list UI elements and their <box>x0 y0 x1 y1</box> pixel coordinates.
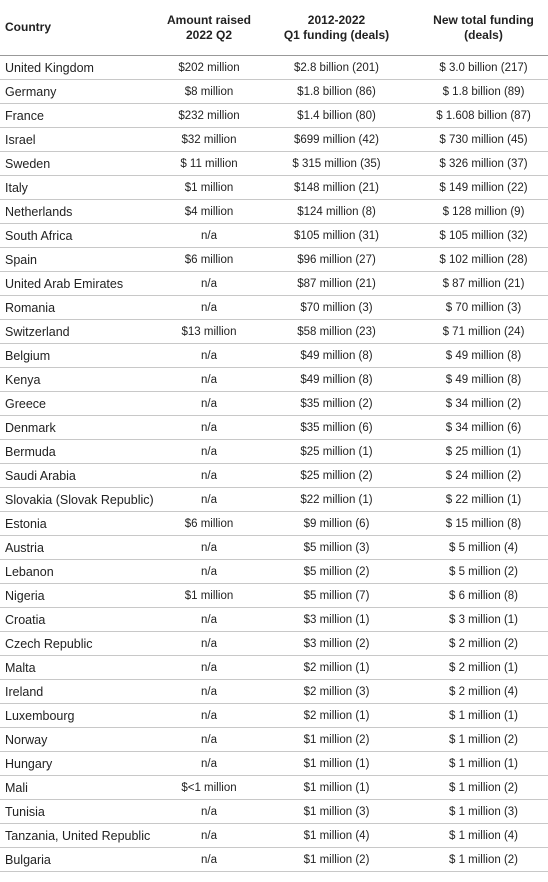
new-total-funding-cell: $ 128 million (9) <box>419 200 548 224</box>
country-cell: Israel <box>0 128 164 152</box>
table-row <box>0 320 548 344</box>
table-row <box>0 344 548 368</box>
historical-funding-cell: $1 million (4) <box>254 824 419 848</box>
historical-funding-cell: $49 million (8) <box>254 344 419 368</box>
table-row <box>0 224 548 248</box>
header-amount-raised-line2: 2022 Q2 <box>185 27 233 42</box>
new-total-funding-cell: $ 102 million (28) <box>419 248 548 272</box>
country-cell: Denmark <box>0 416 164 440</box>
historical-funding-cell: $1 million (3) <box>254 800 419 824</box>
amount-raised-cell: n/a <box>164 632 254 656</box>
historical-funding-cell: $35 million (2) <box>254 392 419 416</box>
amount-raised-cell: $1 million <box>164 584 254 608</box>
table-row <box>0 464 548 488</box>
amount-raised-cell: n/a <box>164 440 254 464</box>
amount-raised-cell: n/a <box>164 800 254 824</box>
amount-raised-cell: $202 million <box>164 56 254 80</box>
header-new-total-funding-line2: (deals) <box>464 27 503 42</box>
table-header <box>0 0 548 56</box>
country-cell: Germany <box>0 80 164 104</box>
historical-funding-cell: $3 million (2) <box>254 632 419 656</box>
country-cell: Switzerland <box>0 320 164 344</box>
new-total-funding-cell: $ 1 million (2) <box>419 776 548 800</box>
country-cell: Belgium <box>0 344 164 368</box>
amount-raised-cell: $13 million <box>164 320 254 344</box>
country-cell: Romania <box>0 296 164 320</box>
table-row <box>0 632 548 656</box>
header-amount-raised-line1: Amount raised <box>166 12 251 27</box>
historical-funding-cell: $5 million (7) <box>254 584 419 608</box>
amount-raised-cell: $6 million <box>164 512 254 536</box>
historical-funding-cell: $5 million (3) <box>254 536 419 560</box>
historical-funding-cell: $1 million (1) <box>254 752 419 776</box>
table-row <box>0 128 548 152</box>
new-total-funding-cell: $ 3.0 billion (217) <box>419 56 548 80</box>
country-cell: United Kingdom <box>0 56 164 80</box>
historical-funding-cell: $1.8 billion (86) <box>254 80 419 104</box>
amount-raised-cell: $<1 million <box>164 776 254 800</box>
table-row <box>0 416 548 440</box>
amount-raised-cell: n/a <box>164 536 254 560</box>
new-total-funding-cell: $ 5 million (2) <box>419 560 548 584</box>
table-row <box>0 560 548 584</box>
table-row <box>0 584 548 608</box>
country-cell: United Arab Emirates <box>0 272 164 296</box>
country-cell: Nigeria <box>0 584 164 608</box>
new-total-funding-cell: $ 326 million (37) <box>419 152 548 176</box>
country-cell: Austria <box>0 536 164 560</box>
country-cell: Slovakia (Slovak Republic) <box>0 488 164 512</box>
amount-raised-cell: $1 million <box>164 176 254 200</box>
country-cell: Greece <box>0 392 164 416</box>
new-total-funding-cell: $ 1 million (2) <box>419 728 548 752</box>
country-cell: Saudi Arabia <box>0 464 164 488</box>
new-total-funding-cell: $ 15 million (8) <box>419 512 548 536</box>
country-cell: Netherlands <box>0 200 164 224</box>
amount-raised-cell: n/a <box>164 560 254 584</box>
table-row <box>0 728 548 752</box>
historical-funding-cell: $25 million (2) <box>254 464 419 488</box>
amount-raised-cell: n/a <box>164 296 254 320</box>
amount-raised-cell: n/a <box>164 608 254 632</box>
new-total-funding-cell: $ 1 million (1) <box>419 704 548 728</box>
new-total-funding-cell: $ 71 million (24) <box>419 320 548 344</box>
historical-funding-cell: $35 million (6) <box>254 416 419 440</box>
historical-funding-cell: $2 million (1) <box>254 656 419 680</box>
table-row <box>0 296 548 320</box>
new-total-funding-cell: $ 2 million (4) <box>419 680 548 704</box>
new-total-funding-cell: $ 22 million (1) <box>419 488 548 512</box>
new-total-funding-cell: $ 87 million (21) <box>419 272 548 296</box>
country-cell: South Africa <box>0 224 164 248</box>
header-row <box>0 0 548 56</box>
new-total-funding-cell: $ 3 million (1) <box>419 608 548 632</box>
table-row <box>0 800 548 824</box>
amount-raised-cell: n/a <box>164 416 254 440</box>
amount-raised-cell: $32 million <box>164 128 254 152</box>
table-row <box>0 680 548 704</box>
historical-funding-cell: $1 million (1) <box>254 776 419 800</box>
amount-raised-cell: n/a <box>164 752 254 776</box>
historical-funding-cell: $2 million (3) <box>254 680 419 704</box>
table-row <box>0 56 548 80</box>
table-row <box>0 776 548 800</box>
new-total-funding-cell: $ 25 million (1) <box>419 440 548 464</box>
country-cell: Lebanon <box>0 560 164 584</box>
amount-raised-cell: $232 million <box>164 104 254 128</box>
new-total-funding-cell: $ 34 million (6) <box>419 416 548 440</box>
historical-funding-cell: $2 million (1) <box>254 704 419 728</box>
historical-funding-cell: $ 315 million (35) <box>254 152 419 176</box>
new-total-funding-cell: $ 24 million (2) <box>419 464 548 488</box>
new-total-funding-cell: $ 149 million (22) <box>419 176 548 200</box>
historical-funding-cell: $1 million (2) <box>254 848 419 872</box>
country-cell: Bulgaria <box>0 848 164 872</box>
historical-funding-cell: $2.8 billion (201) <box>254 56 419 80</box>
new-total-funding-cell: $ 49 million (8) <box>419 368 548 392</box>
table-row <box>0 608 548 632</box>
table-row <box>0 152 548 176</box>
new-total-funding-cell: $ 1 million (4) <box>419 824 548 848</box>
table-row <box>0 752 548 776</box>
new-total-funding-cell: $ 1.8 billion (89) <box>419 80 548 104</box>
country-cell: Malta <box>0 656 164 680</box>
new-total-funding-cell: $ 1 million (3) <box>419 800 548 824</box>
country-cell: Kenya <box>0 368 164 392</box>
country-cell: Bermuda <box>0 440 164 464</box>
new-total-funding-cell: $ 2 million (1) <box>419 656 548 680</box>
new-total-funding-cell: $ 1.608 billion (87) <box>419 104 548 128</box>
header-historical-funding-line2: Q1 funding (deals) <box>283 27 390 42</box>
header-country: Country <box>0 0 164 56</box>
new-total-funding-cell: $ 730 million (45) <box>419 128 548 152</box>
historical-funding-cell: $96 million (27) <box>254 248 419 272</box>
country-cell: Ireland <box>0 680 164 704</box>
historical-funding-cell: $87 million (21) <box>254 272 419 296</box>
new-total-funding-cell: $ 49 million (8) <box>419 344 548 368</box>
table-row <box>0 440 548 464</box>
table-row <box>0 104 548 128</box>
amount-raised-cell: n/a <box>164 704 254 728</box>
country-cell: Croatia <box>0 608 164 632</box>
country-cell: Czech Republic <box>0 632 164 656</box>
table-row <box>0 248 548 272</box>
header-new-total-funding-line1: New total funding <box>433 12 534 27</box>
amount-raised-cell: $6 million <box>164 248 254 272</box>
country-cell: Spain <box>0 248 164 272</box>
table-row <box>0 176 548 200</box>
amount-raised-cell: n/a <box>164 728 254 752</box>
country-cell: Mali <box>0 776 164 800</box>
historical-funding-cell: $1.4 billion (80) <box>254 104 419 128</box>
header-amount-raised <box>164 0 254 56</box>
historical-funding-cell: $70 million (3) <box>254 296 419 320</box>
amount-raised-cell: $ 11 million <box>164 152 254 176</box>
header-historical-funding-line1: 2012-2022 <box>307 12 366 27</box>
historical-funding-cell: $699 million (42) <box>254 128 419 152</box>
new-total-funding-cell: $ 105 million (32) <box>419 224 548 248</box>
table-row <box>0 536 548 560</box>
historical-funding-cell: $124 million (8) <box>254 200 419 224</box>
country-cell: France <box>0 104 164 128</box>
country-cell: Tanzania, United Republic <box>0 824 164 848</box>
country-cell: Estonia <box>0 512 164 536</box>
new-total-funding-cell: $ 1 million (2) <box>419 848 548 872</box>
table-row <box>0 704 548 728</box>
table-row <box>0 512 548 536</box>
header-historical-funding <box>254 0 419 56</box>
table-body <box>0 56 548 872</box>
amount-raised-cell: n/a <box>164 392 254 416</box>
country-cell: Italy <box>0 176 164 200</box>
historical-funding-cell: $9 million (6) <box>254 512 419 536</box>
amount-raised-cell: n/a <box>164 488 254 512</box>
amount-raised-cell: n/a <box>164 464 254 488</box>
table-row <box>0 488 548 512</box>
amount-raised-cell: n/a <box>164 344 254 368</box>
table-row <box>0 368 548 392</box>
country-cell: Hungary <box>0 752 164 776</box>
table-row <box>0 272 548 296</box>
new-total-funding-cell: $ 2 million (2) <box>419 632 548 656</box>
historical-funding-cell: $49 million (8) <box>254 368 419 392</box>
amount-raised-cell: n/a <box>164 656 254 680</box>
table-row <box>0 656 548 680</box>
country-cell: Sweden <box>0 152 164 176</box>
new-total-funding-cell: $ 1 million (1) <box>419 752 548 776</box>
historical-funding-cell: $105 million (31) <box>254 224 419 248</box>
table-row <box>0 824 548 848</box>
amount-raised-cell: n/a <box>164 272 254 296</box>
table-row <box>0 848 548 872</box>
country-cell: Tunisia <box>0 800 164 824</box>
amount-raised-cell: $8 million <box>164 80 254 104</box>
amount-raised-cell: n/a <box>164 224 254 248</box>
amount-raised-cell: n/a <box>164 680 254 704</box>
amount-raised-cell: $4 million <box>164 200 254 224</box>
new-total-funding-cell: $ 5 million (4) <box>419 536 548 560</box>
historical-funding-cell: $22 million (1) <box>254 488 419 512</box>
amount-raised-cell: n/a <box>164 368 254 392</box>
country-cell: Norway <box>0 728 164 752</box>
table-row <box>0 200 548 224</box>
amount-raised-cell: n/a <box>164 824 254 848</box>
new-total-funding-cell: $ 70 million (3) <box>419 296 548 320</box>
country-cell: Luxembourg <box>0 704 164 728</box>
historical-funding-cell: $148 million (21) <box>254 176 419 200</box>
header-new-total-funding <box>419 0 548 56</box>
table-row <box>0 80 548 104</box>
historical-funding-cell: $5 million (2) <box>254 560 419 584</box>
historical-funding-cell: $3 million (1) <box>254 608 419 632</box>
historical-funding-cell: $25 million (1) <box>254 440 419 464</box>
amount-raised-cell: n/a <box>164 848 254 872</box>
new-total-funding-cell: $ 6 million (8) <box>419 584 548 608</box>
historical-funding-cell: $58 million (23) <box>254 320 419 344</box>
table-row <box>0 392 548 416</box>
historical-funding-cell: $1 million (2) <box>254 728 419 752</box>
new-total-funding-cell: $ 34 million (2) <box>419 392 548 416</box>
